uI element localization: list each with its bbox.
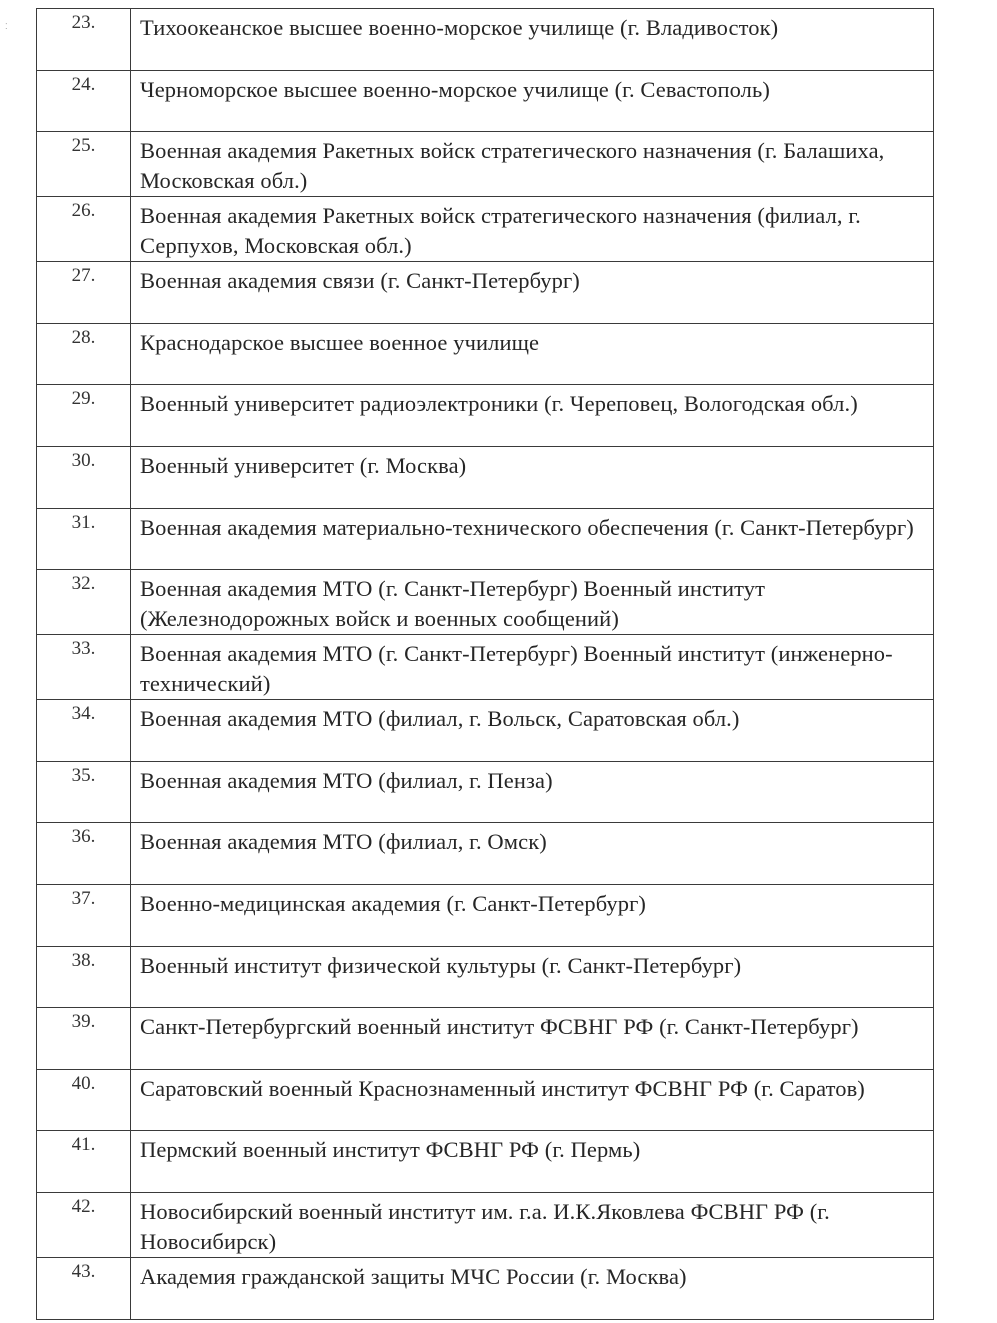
institution-name: Военная академия МТО (г. Санкт-Петербург) Военный институт (инженерно-технический) (131, 635, 934, 700)
table-row (37, 262, 934, 324)
table-row (37, 1257, 934, 1319)
table-row (37, 1008, 934, 1070)
scan-speck-icon: ⁚ (5, 22, 8, 31)
institution-name: Тихоокеанское высшее военно-морское училище (г. Владивосток) (131, 9, 934, 71)
row-number: 39. (37, 1008, 131, 1070)
table-row (37, 385, 934, 447)
table-row (37, 446, 934, 508)
institution-name: Военная академия МТО (филиал, г. Пенза) (131, 761, 934, 823)
institution-name: Саратовский военный Краснознаменный институт ФСВНГ РФ (г. Саратов) (131, 1069, 934, 1131)
row-number: 36. (37, 823, 131, 885)
row-number: 42. (37, 1192, 131, 1257)
row-number: 35. (37, 761, 131, 823)
institution-name: Военная академия МТО (г. Санкт-Петербург) Военный институт (Железнодорожных войск и военных сообщений) (131, 570, 934, 635)
row-number: 23. (37, 9, 131, 71)
table-row (37, 1192, 934, 1257)
institution-name: Пермский военный институт ФСВНГ РФ (г. Пермь) (131, 1131, 934, 1193)
table-row (37, 761, 934, 823)
row-number: 28. (37, 323, 131, 385)
institution-name: Военная академия материально-технического обеспечения (г. Санкт-Петербург) (131, 508, 934, 570)
row-number: 27. (37, 262, 131, 324)
row-number: 37. (37, 884, 131, 946)
row-number: 26. (37, 197, 131, 262)
table-row (37, 823, 934, 885)
table-row (37, 197, 934, 262)
row-number: 25. (37, 132, 131, 197)
table-row (37, 635, 934, 700)
row-number: 32. (37, 570, 131, 635)
row-number: 24. (37, 70, 131, 132)
row-number: 41. (37, 1131, 131, 1193)
institution-name: Военная академия Ракетных войск стратегического назначения (г. Балашиха, Московская обл.) (131, 132, 934, 197)
table-row (37, 1069, 934, 1131)
institution-name: Черноморское высшее военно-морское училище (г. Севастополь) (131, 70, 934, 132)
institution-name: Военная академия МТО (филиал, г. Вольск, Саратовская обл.) (131, 700, 934, 762)
table-row (37, 700, 934, 762)
row-number: 40. (37, 1069, 131, 1131)
institution-name: Краснодарское высшее военное училище (131, 323, 934, 385)
table-row (37, 884, 934, 946)
institution-name: Санкт-Петербургский военный институт ФСВНГ РФ (г. Санкт-Петербург) (131, 1008, 934, 1070)
row-number: 29. (37, 385, 131, 447)
institutions-table (36, 8, 934, 1320)
row-number: 33. (37, 635, 131, 700)
table-row (37, 570, 934, 635)
institution-name: Военная академия Ракетных войск стратегического назначения (филиал, г. Серпухов, Московская обл.) (131, 197, 934, 262)
institution-name: Новосибирский военный институт им. г.а. И.К.Яковлева ФСВНГ РФ (г. Новосибирск) (131, 1192, 934, 1257)
table-row (37, 70, 934, 132)
row-number: 43. (37, 1257, 131, 1319)
table-row (37, 9, 934, 71)
table-row (37, 323, 934, 385)
table-row (37, 508, 934, 570)
table-row (37, 1131, 934, 1193)
institution-name: Военная академия связи (г. Санкт-Петербург) (131, 262, 934, 324)
institution-name: Военный институт физической культуры (г. Санкт-Петербург) (131, 946, 934, 1008)
row-number: 31. (37, 508, 131, 570)
institution-name: Военная академия МТО (филиал, г. Омск) (131, 823, 934, 885)
table-row (37, 946, 934, 1008)
institution-name: Военно-медицинская академия (г. Санкт-Петербург) (131, 884, 934, 946)
institution-name: Военный университет радиоэлектроники (г. Череповец, Вологодская обл.) (131, 385, 934, 447)
institution-name: Академия гражданской защиты МЧС России (г. Москва) (131, 1257, 934, 1319)
row-number: 30. (37, 446, 131, 508)
institution-name: Военный университет (г. Москва) (131, 446, 934, 508)
table-row (37, 132, 934, 197)
row-number: 38. (37, 946, 131, 1008)
row-number: 34. (37, 700, 131, 762)
